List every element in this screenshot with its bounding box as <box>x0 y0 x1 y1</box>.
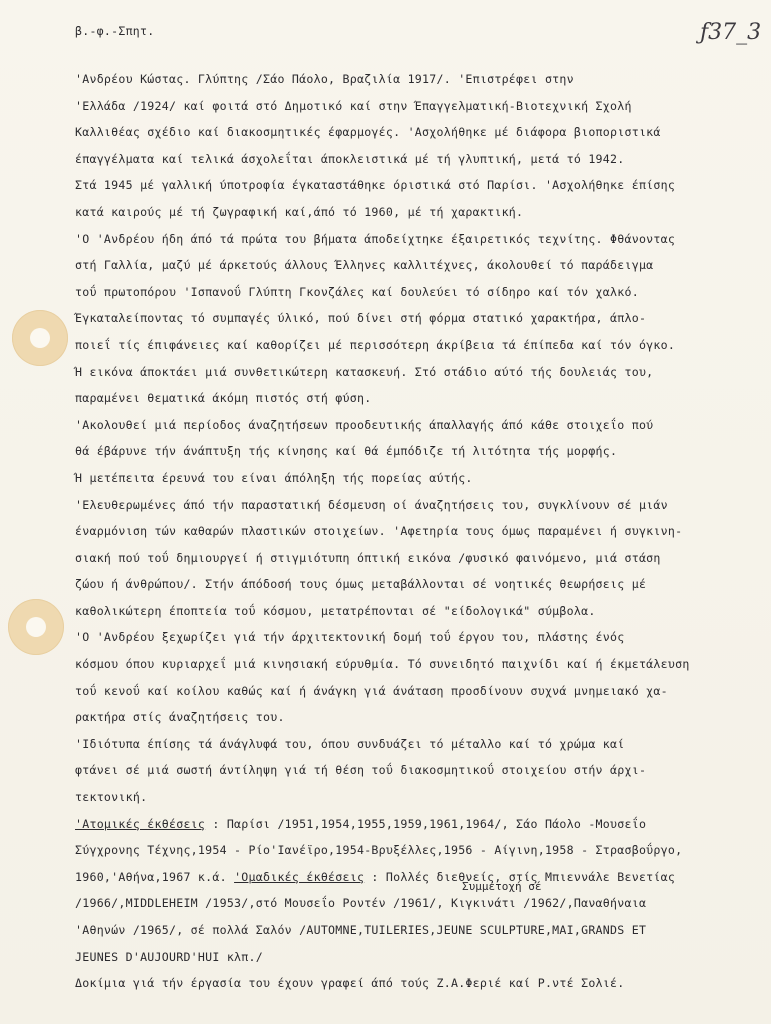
text-line: 'Ιδιότυπα έπίσης τά άνάγλυφά του, όπου συνδυάζει τό μέταλλο καί τό χρώμα καί <box>75 736 625 751</box>
text-line: καθολικώτερη έποπτεία τοΰ κόσμου, μετατρέπονται σέ "είδολογικά" σύμβολα. <box>75 603 596 618</box>
text-line: έπαγγέλματα καί τελικά άσχολεΐται άποκλειστικά μέ τή γλυπτική, μετά τό 1942. <box>75 151 625 166</box>
text-line: παραμένει θεματικά άκόμη πιστός στή φύση. <box>75 391 372 406</box>
solo-exhibitions-text: : Παρίσι /1951,1954,1955,1959,1961,1964/, Σάο Πάολο -Μουσεΐο <box>205 816 647 831</box>
text-line: ζώου ή άνθρώπου/. Στήν άπόδοσή τους όμως μεταβάλλονται σέ νοητικές θεωρήσεις μέ <box>75 577 647 592</box>
solo-exhibitions-label: 'Ατομικές έκθέσεις <box>75 816 206 831</box>
text-line: Έγκαταλείποντας τό συμπαγές ύλικό, πού δίνει στή φόρμα στατικό χαρακτήρα, άπλο- <box>75 311 647 326</box>
biography-text <box>75 66 765 997</box>
text-line: 'Ακολουθεί μιά περίοδος άναζητήσεων προοδευτικής άπαλλαγής άπό κάθε στοιχεΐο πού <box>75 417 654 432</box>
text-line: Σύγχρονης Τέχνης,1954 - Ρίο'Ιανέϊρο,1954-Βρυξέλλες,1956 - Αίγινη,1958 - Στρασβοΰργο, <box>75 843 683 858</box>
group-exhibitions-line <box>75 864 765 891</box>
text-line: στή Γαλλία, μαζύ μέ άρκετούς άλλους Έλληνες καλλιτέχνες, άκολουθεί τό παράδειγμα <box>75 258 654 273</box>
text-line: Ή μετέπειτα έρευνά του είναι άπόληξη τής πορείας αύτής. <box>75 470 473 485</box>
group-exhibitions-label: 'Ομαδικές έκθέσεις <box>234 869 365 884</box>
text-line: τοΰ πρωτοπόρου 'Ισπανοΰ Γλύπτη Γκονζάλες καί δουλεύει τό σίδηρο καί τόν χαλκό. <box>75 284 639 299</box>
folio-number: ƒ37_3 <box>700 20 762 45</box>
text-line: /1966/,MIDDLEHEIM /1953/,στό Μουσεΐο Ροντέν /1961/, Κιγκινάτι /1962/,Παναθήναια <box>75 896 647 911</box>
text-line: τεκτονική. <box>75 790 148 805</box>
text-line: Καλλιθέας σχέδιο καί διακοσμητικές έφαρμογές. 'Ασχολήθηκε μέ διάφορα βιοποριστικά <box>75 125 661 140</box>
text-line: 'Ελλάδα /1924/ καί φοιτά στό Δημοτικό καί στην Έπαγγελματική-Βιοτεχνική Σχολή <box>75 98 632 113</box>
group-exhibitions-text: : Πολλές διεθνείς, στίς Μπιεννάλε Βενετίας <box>364 869 676 884</box>
text-line: θά έβάρυνε τήν άνάπτυξη τής κίνησης καί θά έμπόδιζε τή λιτότητα τής μορφής. <box>75 444 618 459</box>
text-line: JEUNES D'AUJOURD'HUI κλπ./ <box>75 949 263 964</box>
text-line: 'Ελευθερωμένες άπό τήν παραστατική δέσμευση οί άναζητήσεις του, συγκλίνουν σέ μιάν <box>75 497 668 512</box>
essays-line: Δοκίμια γιά τήν έργασία του έχουν γραφεί άπό τούς Ζ.Α.Φεριέ καί Ρ.ντέ Σολιέ. <box>75 976 625 991</box>
text-line: 'Αθηνών /1965/, σέ πολλά Σαλόν /AUTOMNE,TUILERIES,JEUNE SCULPTURE,MAI,GRANDS ET <box>75 923 647 937</box>
document-code: β.-φ.-Σπητ. <box>75 24 155 38</box>
text-line: σιακή πού τοΰ δημιουργεί ή στιγμιότυπη όπτική εικόνα /φυσικό φαινόμενο, μιά στάση <box>75 550 661 565</box>
text-line: Ή εικόνα άποκτάει μιά συνθετικώτερη κατασκευή. Στό στάδιο αύτό τής δουλειάς του, <box>75 364 654 379</box>
text-line: φτάνει σέ μιά σωστή άντίληψη γιά τή θέση τοΰ διακοσμητικοΰ στοιχείου στήν άρχι- <box>75 763 647 778</box>
text-line: Στά 1945 μέ γαλλική ύποτροφία έγκαταστάθηκε όριστικά στό Παρίσι. 'Ασχολήθηκε έπίσης <box>75 178 676 193</box>
text-line: κατά καιρούς μέ τή ζωγραφική καί,άπό τό 1960, μέ τή χαρακτική. <box>75 204 524 219</box>
text-line: έναρμόνιση τών καθαρών πλαστικών στοιχείων. 'Αφετηρία τους όμως παραμένει ή συγκινη- <box>75 524 683 539</box>
text-line: τοΰ κενοΰ καί κοίλου καθώς καί ή άνάγκη γιά άνάταση προσδίνουν συχνά μνημειακό χα- <box>75 683 668 698</box>
solo-exhibitions-line <box>75 811 765 838</box>
text-line: 'Ο 'Ανδρέου ήδη άπό τά πρώτα του βήματα άποδείχτηκε έξαιρετικός τεχνίτης. Φθάνοντας <box>75 231 676 246</box>
text-line: 'Ο 'Ανδρέου ξεχωρίζει γιά τήν άρχιτεκτονική δομή τοΰ έργου του, πλάστης ένός <box>75 630 625 645</box>
text-line: κόσμου όπου κυριαρχεΐ μιά κινησιακή εύρυθμία. Τό συνειδητό παιχνίδι καί ή έκμετάλευση <box>75 657 690 672</box>
typed-overwrite: Συμμετοχή σέ <box>462 880 542 893</box>
punch-hole <box>12 310 68 366</box>
text-line: 'Ανδρέου Κώστας. Γλύπτης /Σάο Πάολο, Βραζιλία 1917/. 'Επιστρέφει στην <box>75 72 574 86</box>
solo-exhibitions-end: 1960,'Αθήνα,1967 κ.ά. <box>75 869 235 884</box>
text-line: ρακτήρα στίς άναζητήσεις του. <box>75 710 285 725</box>
text-line: ποιεΐ τίς έπιφάνειες καί καθορίζει μέ περισσότερη άκρίβεια τά έπίπεδα καί τόν όγκο. <box>75 337 676 352</box>
punch-hole <box>8 599 64 655</box>
